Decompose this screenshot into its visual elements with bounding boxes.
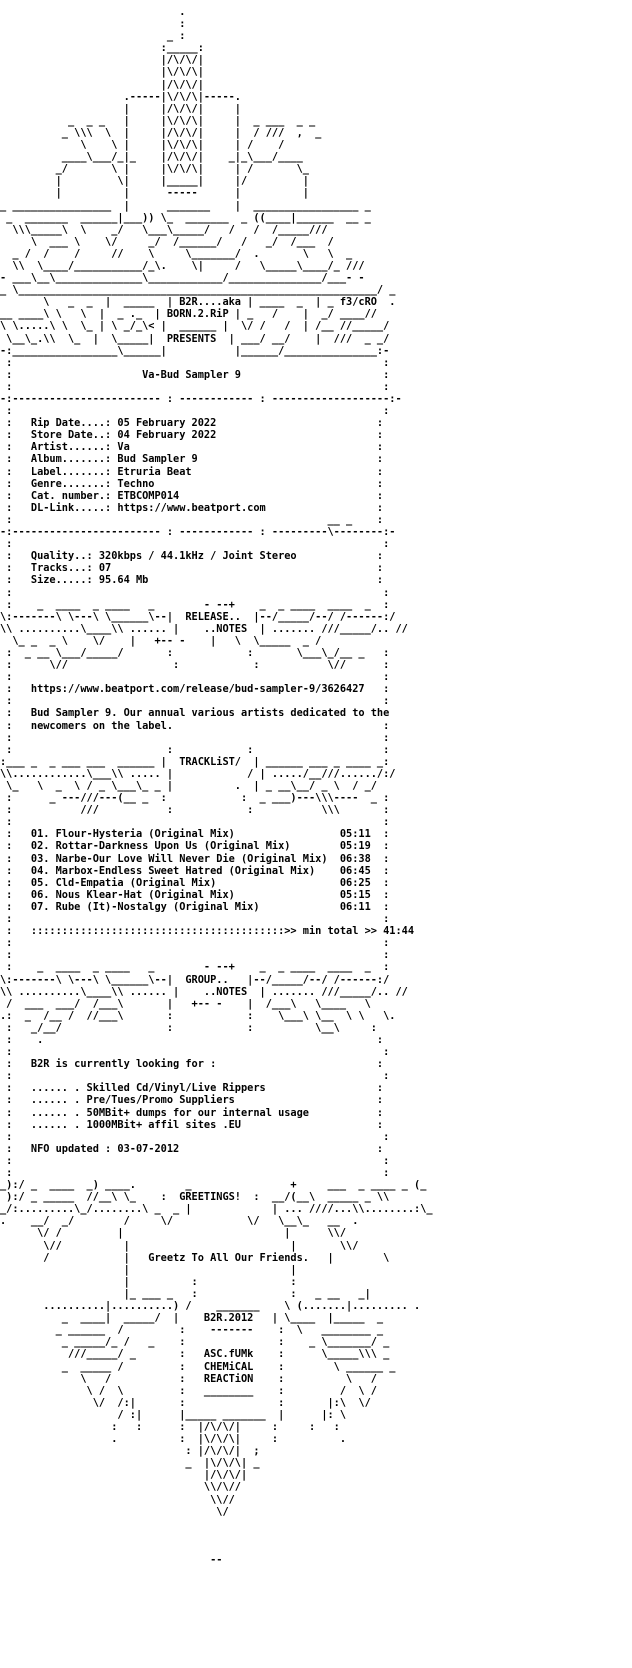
nfo-line: : . : (0, 1033, 384, 1046)
nfo-line: .: _ /__ / //___\ : : \___\ \__ \ \ \. (0, 1009, 396, 1022)
nfo-line: : newcomers on the label. : (0, 719, 390, 732)
nfo-line: : : (0, 1167, 390, 1179)
nfo-line (0, 1530, 632, 1542)
nfo-line: : 03. Narbe-Our Love Will Never Die (Original Mix) 06:38 : (0, 852, 390, 865)
nfo-line: _ _____/_ / _ : : _ \_______/ _ (0, 1336, 390, 1349)
nfo-line: : : (0, 1046, 390, 1059)
nfo-line: - ___\__\______________\____________/_______________/___- - (0, 272, 365, 285)
nfo-line: \ / \ : ________ : / \ / (0, 1384, 377, 1397)
nfo-line: : /// : : \\\ : (0, 804, 390, 817)
nfo-line: _ |\/\/\| _ (0, 1457, 260, 1470)
nfo-line: / ___ ___/ /___\ | +-- - | /___\ \____ \ (0, 997, 371, 1010)
nfo-line: . : |\/\/\| : . (0, 1433, 347, 1446)
nfo-line: : B2R is currently looking for : : (0, 1058, 384, 1071)
nfo-line: : : (0, 1154, 390, 1167)
nfo-line: -- (0, 1554, 223, 1566)
nfo-line: : Album.......: Bud Sampler 9 : (0, 453, 384, 466)
nfo-line: : https://www.beatport.com/release/bud-sampler-9/3626427 : (0, 683, 390, 696)
nfo-line: \\/\// (0, 1481, 241, 1494)
nfo-line: : Tracks...: 07 : (0, 562, 384, 575)
nfo-line: : ...... . Skilled Cd/Vinyl/Live Rippers : (0, 1082, 384, 1095)
nfo-line: : 01. Flour-Hysteria (Original Mix) 05:11 : (0, 828, 390, 841)
nfo-line: \_ \ _ \ / _ \___\_ _ | . | _ __\__/ _ \ / _/ (0, 780, 377, 792)
nfo-line: _ \\\ \ | |/\/\/| | / /// , _ (0, 126, 322, 139)
nfo-line: : 02. Rottar-Darkness Upon Us (Original Mix) 05:19 : (0, 840, 390, 853)
nfo-line: _/ \ | |\/\/\| | / \_ (0, 163, 309, 176)
nfo-line: : : : : (0, 743, 390, 756)
nfo-line: \ _ _ | _____ | B2R....aka | ____ _ | _ f3/cRO . (0, 296, 396, 309)
nfo-line: : : : |/\/\/| : : : (0, 1420, 340, 1433)
nfo-line: : : (0, 949, 390, 962)
nfo-line: : :::::::::::::::::::::::::::::::::::::::::>> min total >> 41:44 (0, 925, 415, 938)
nfo-line: : : (0, 671, 390, 684)
nfo-line: : Va-Bud Sampler 9 : (0, 368, 390, 381)
nfo-line: | | (0, 1263, 297, 1276)
nfo-line: ///_____/ _ : ASC.fUMk : \_____\\\ _ (0, 1348, 390, 1361)
nfo-line: : __ _ : (0, 513, 384, 526)
nfo-line: ____\___/_|_ |/\/\/| _|_\___/____ (0, 151, 303, 164)
nfo-line: ):/ _ _____ //__\ \_ : GREETINGS! : __/(__\ _____ _ \\ (0, 1191, 390, 1204)
nfo-line: |/\/\/| (0, 78, 204, 91)
nfo-line (0, 1518, 632, 1530)
nfo-line: : Artist......: Va : (0, 441, 384, 454)
nfo-line: : _ ---///---(__ _ : : _ ___)---\\\---- _ : (0, 792, 390, 805)
nfo-line: : NFO updated : 03-07-2012 : (0, 1142, 384, 1155)
nfo-line: \// | | \\/ (0, 1239, 359, 1252)
nfo-line: : DL-Link.....: https://www.beatport.com : (0, 501, 384, 514)
nfo-line: \ \ | |\/\/\| | / / (0, 139, 285, 152)
nfo-line: : : (0, 1130, 390, 1143)
nfo-line: \\ ..........\____\\ ...... | ..NOTES | ....... ///_____/.. // (0, 985, 408, 998)
nfo-line: \:-------\ \---\ \______\--| RELEASE.. |--/_____/--/ /------:/ (0, 610, 396, 623)
nfo-line: | : : (0, 1275, 297, 1288)
nfo-line: | \| |_____| |/ | (0, 175, 309, 188)
nfo-line: : ...... . 50MBit+ dumps for our internal usage : (0, 1106, 384, 1119)
nfo-line: |_ ___ _ : : _ __ _| (0, 1287, 371, 1300)
nfo-line: _ ________________ | _______ | _________________ _ (0, 199, 371, 212)
nfo-line: .-----|\/\/\|-----. (0, 90, 241, 103)
nfo-line: : Label.......: Etruria Beat : (0, 465, 384, 478)
nfo-line: : Genre.......: Techno : (0, 477, 384, 490)
nfo-line: \\ \____/___________/_\. \| / \_____\____/_ /// (0, 259, 365, 272)
nfo-line: | |/\/\/| | (0, 102, 241, 115)
nfo-line: : 04. Marbox-Endless Sweet Hatred (Original Mix) 06:45 : (0, 864, 390, 877)
nfo-line: \\............\___\\ ..... | / | ...../__///....../:/ (0, 767, 396, 780)
nfo-line: \/ (0, 1505, 229, 1518)
nfo-line: _/:.........\_/........\ _ _ | | ... ////...\\........:\_ (0, 1203, 433, 1216)
nfo-line: : _ __ \___/_____/ : : \___\_/__ _ : (0, 646, 390, 659)
nfo-line: _ ______ / : ------- : \ ________ _ (0, 1324, 384, 1337)
nfo-line: -:_________________\______| |______/_______________:- (0, 344, 390, 357)
nfo-line: |/\/\/| (0, 54, 204, 67)
nfo-line: _ _______ ______|___)) \_ _______ _ ((____|______ __ _ (0, 211, 371, 224)
nfo-line: : _/__/ : : \__\ : (0, 1021, 377, 1034)
nfo-line: \ \.....\ \ \_ | \ _/_\< | ______ | \/ / / | /__ //_____/ (0, 320, 390, 333)
nfo-line: \ ___ \ \/ _/ /______/ / _/ /___ / (0, 235, 334, 248)
nfo-line: / | Greetz To All Our Friends. | \ (0, 1251, 390, 1264)
nfo-line (0, 1542, 632, 1554)
nfo-line: : 05. Cld-Empatia (Original Mix) 06:25 : (0, 876, 390, 889)
nfo-line: . __/ _/ / \/ \/ \__\_ __ . (0, 1215, 359, 1228)
nfo-document (0, 6, 632, 1566)
nfo-line: : : (0, 405, 390, 418)
nfo-line: \_ _ _ \ \/ | +-- - | \ \_____ _ / (0, 634, 322, 647)
nfo-line: : : (0, 937, 390, 950)
nfo-line: : Rip Date....: 05 February 2022 : (0, 417, 384, 430)
nfo-line: : : (0, 913, 390, 926)
nfo-line: : \// : : \// : (0, 659, 390, 672)
nfo-line: : : (0, 380, 390, 393)
nfo-line: : ...... . Pre/Tues/Promo Suppliers : (0, 1094, 384, 1107)
nfo-line: \ / : REACTiON : \ / (0, 1372, 377, 1385)
nfo-line: _ ____| _____/ | B2R.2012 | \____ |_____ _ (0, 1312, 384, 1325)
nfo-line: : _ ____ _ ____ _ - --+ _ _ ____ ____ _ : (0, 598, 390, 611)
nfo-line: \__\_.\\ \_ | \_____| PRESENTS | ___/ __/ | /// _ _/ (0, 332, 390, 345)
nfo-line: _ : (0, 30, 186, 43)
nfo-line: | | ----- | | (0, 187, 309, 200)
nfo-line: \/ /:| : : |:\ \/ (0, 1396, 371, 1409)
nfo-line: : : (0, 356, 390, 369)
nfo-line: :___ _ _ ___ ___ ______ | TRACKLiST/ | ______ ___ _ ____ _: (0, 755, 390, 768)
nfo-line: \/ / | | \\/ (0, 1227, 347, 1240)
nfo-line: : Size.....: 95.64 Mb : (0, 574, 384, 587)
nfo-line: : : (0, 586, 390, 599)
nfo-line: : : (0, 1070, 390, 1083)
nfo-line: |/\/\/| (0, 1469, 248, 1482)
nfo-line: ..........|..........) / _______ \ (.......|......... . (0, 1300, 421, 1313)
nfo-line: : : (0, 695, 390, 708)
nfo-line: _ / / / // \ \_______/ . \ \ _ (0, 247, 353, 260)
nfo-line: : |/\/\/| ; (0, 1445, 260, 1458)
nfo-line: _):/ _ ____ _) ____. _ + ___ _ ____ _ (_ (0, 1179, 427, 1192)
nfo-line: \\// (0, 1493, 235, 1506)
nfo-line: : _ ____ _ ____ _ - --+ _ _ ____ ____ _ : (0, 961, 390, 974)
nfo-line: : ...... . 1000MBit+ affil sites .EU : (0, 1118, 384, 1131)
nfo-line: : Quality..: 320kbps / 44.1kHz / Joint Stereo : (0, 550, 384, 563)
nfo-line: _ \__________________________________________________________/ _ (0, 284, 396, 297)
nfo-line: _ _____ / : CHEMiCAL : \ ______ _ (0, 1360, 396, 1373)
nfo-line: : (0, 18, 186, 31)
nfo-line: _ _ _ | |\/\/\| | _ ___ _ _ (0, 114, 316, 127)
nfo-line: : Store Date..: 04 February 2022 : (0, 429, 384, 442)
nfo-line: \\ ..........\____\\ ...... | ..NOTES | ....... ///_____/.. // (0, 622, 408, 635)
nfo-line: __ ____\ \ \ | _ ._ | BORN.2.RiP | _ / | _/ ____// (0, 308, 377, 321)
nfo-line: : : (0, 816, 390, 829)
nfo-line: |\/\/\| (0, 66, 204, 79)
nfo-line: : Bud Sampler 9. Our annual various artists dedicated to the (0, 707, 390, 720)
nfo-line: \:-------\ \---\ \______\--| GROUP.. |--/_____/--/ /------:/ (0, 973, 390, 986)
nfo-line: : Cat. number.: ETBCOMP014 : (0, 489, 384, 502)
nfo-line: : : (0, 538, 390, 551)
nfo-line: :_____: (0, 42, 204, 55)
nfo-line: / :| |_____ _______ | |: \ (0, 1408, 347, 1421)
nfo-line: . (0, 6, 186, 18)
nfo-line: -:------------------------ : ------------ : ---------\--------:- (0, 526, 396, 539)
nfo-line: \\\_____\ \ _/ \___\_____/ / / /_____/// (0, 223, 328, 236)
nfo-line: : 07. Rube (It)-Nostalgy (Original Mix) 06:11 : (0, 900, 390, 913)
nfo-line: : : (0, 731, 390, 744)
nfo-line: -:------------------------ : ------------ : -------------------:- (0, 393, 402, 405)
nfo-line: : 06. Nous Klear-Hat (Original Mix) 05:15 : (0, 888, 390, 901)
